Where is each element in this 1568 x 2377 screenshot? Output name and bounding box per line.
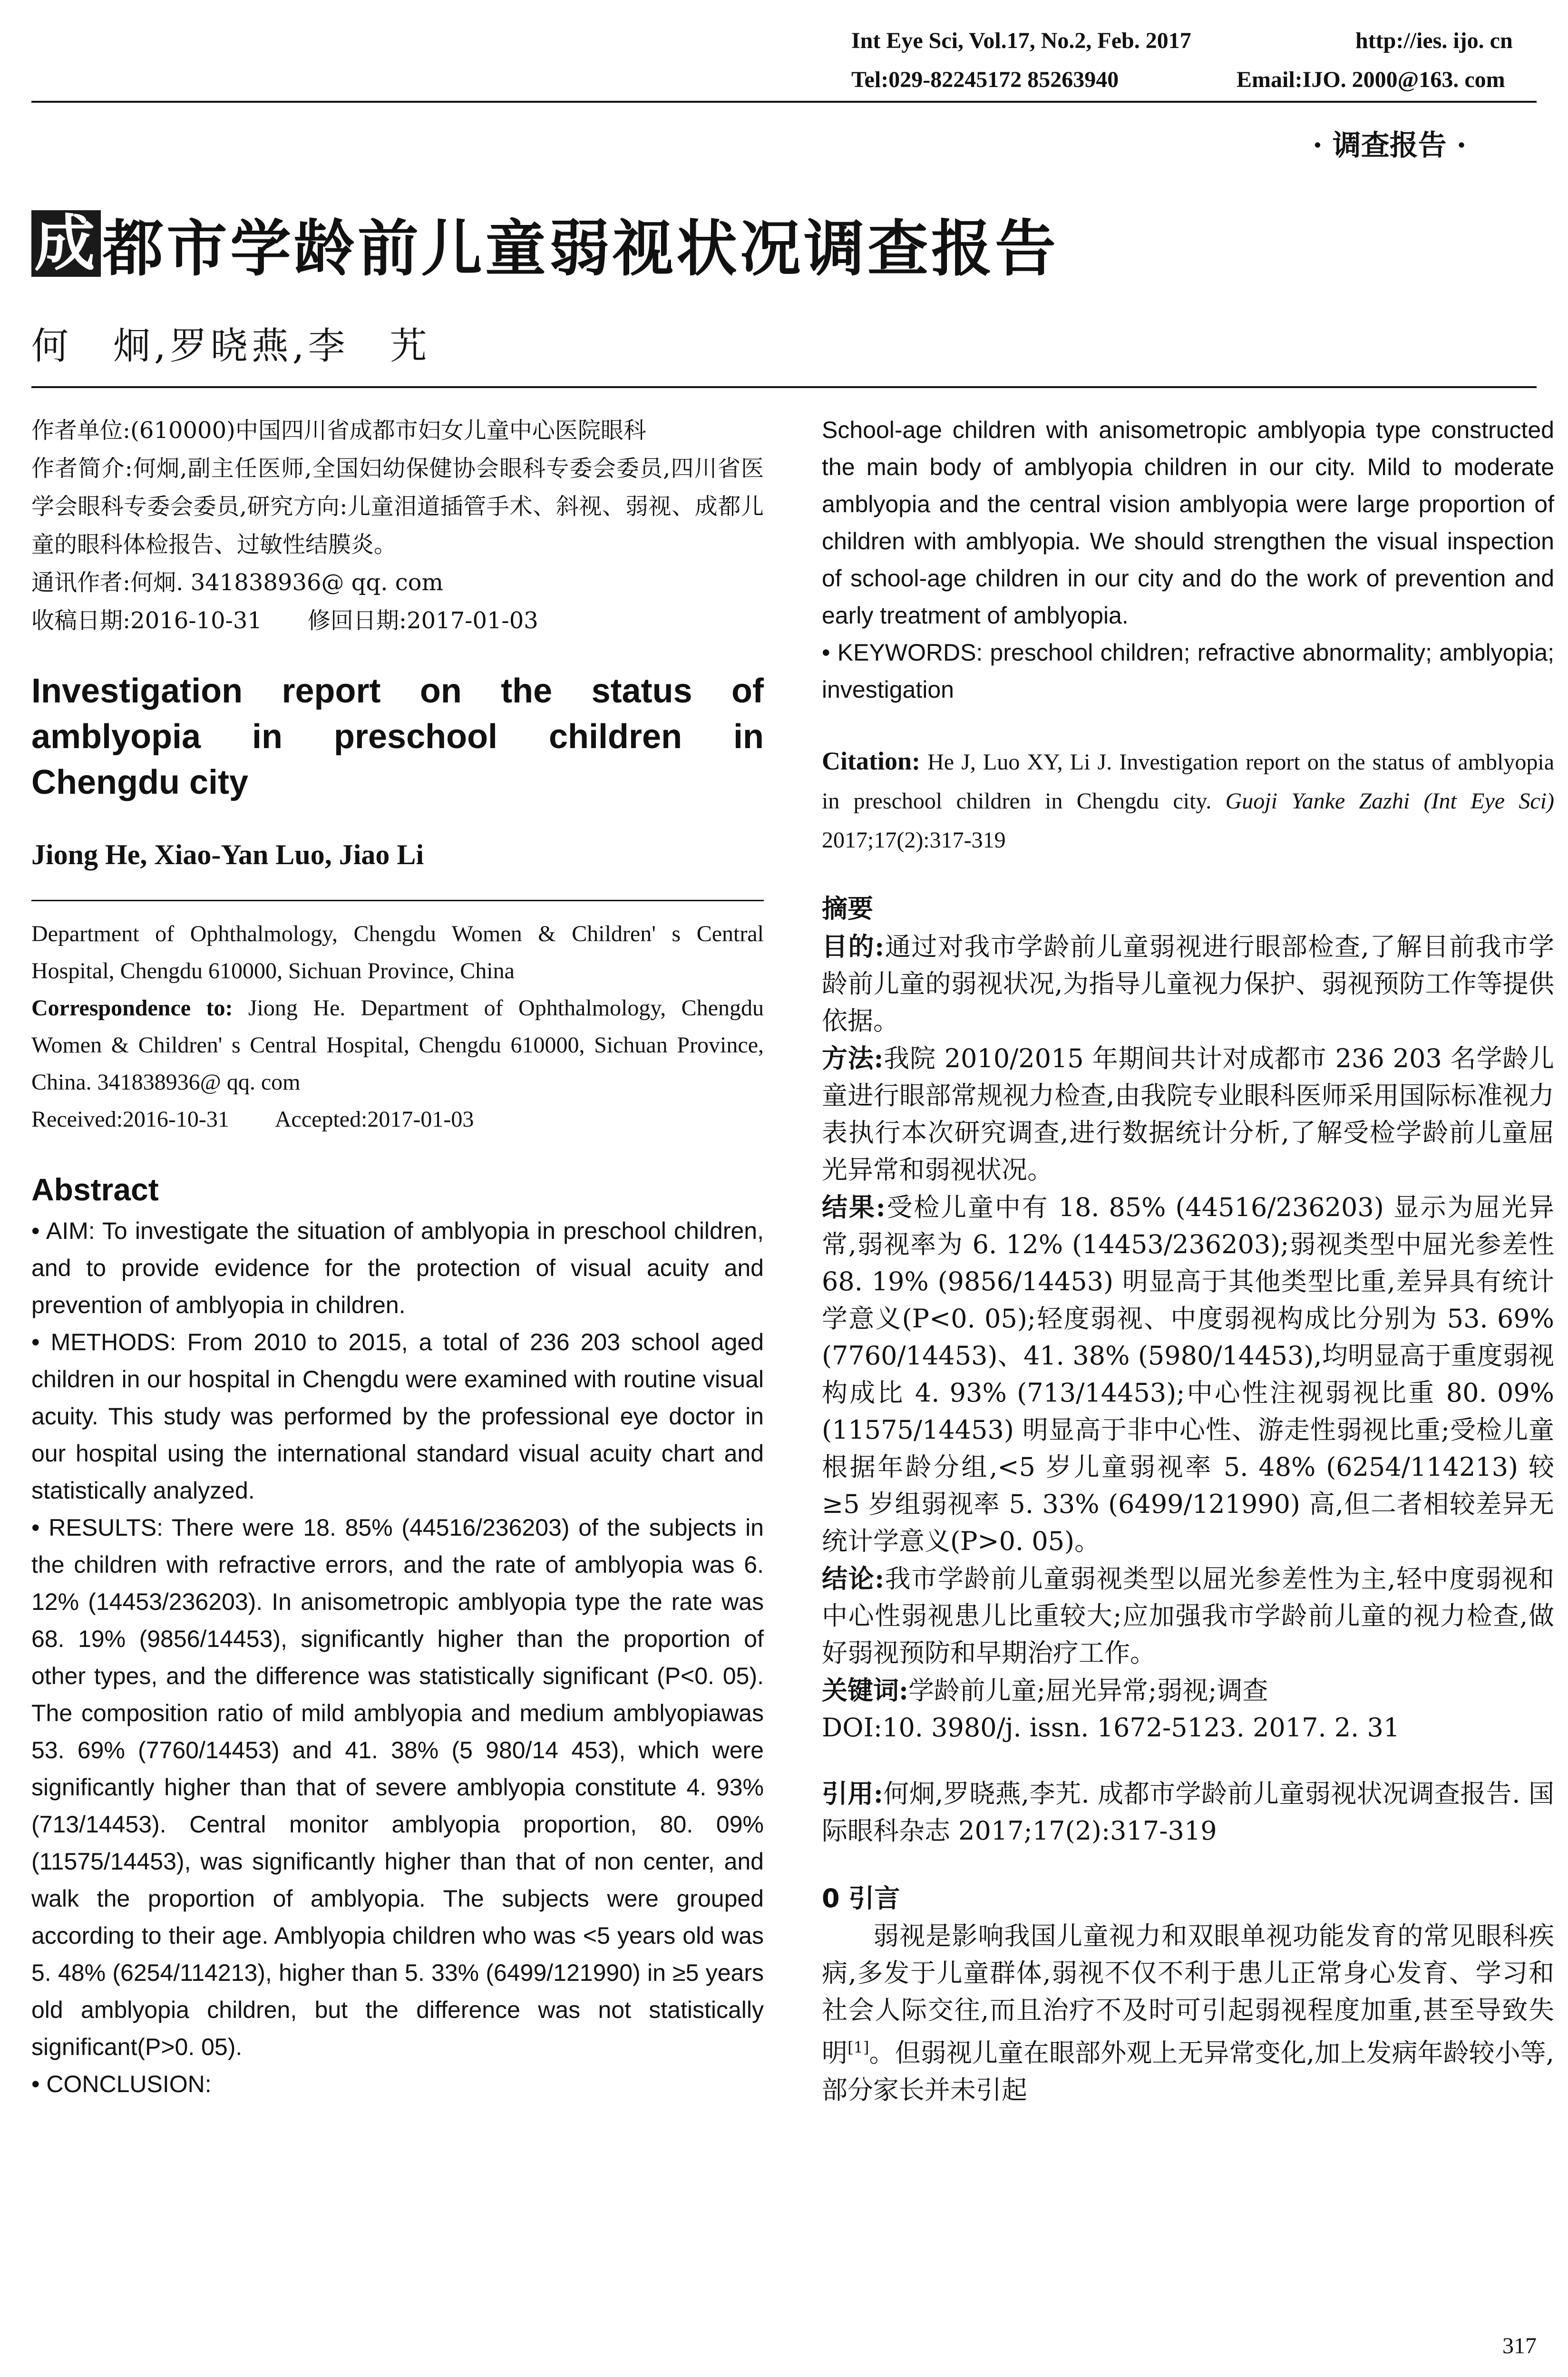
affil-dates: Received:2016-10-31 Accepted:2017-01-03 — [31, 1107, 474, 1132]
abstract-cn-methods — [822, 1040, 1554, 1188]
title-rule — [31, 386, 1537, 388]
title-en — [31, 668, 764, 805]
affil-rule — [31, 900, 764, 901]
abstract-conclusion-start — [31, 2065, 764, 2103]
title-en-line-1: Investigation report on the status of — [31, 672, 764, 710]
methods-label: • METHODS: — [31, 1329, 176, 1355]
author-bio: 作者简介:何炯,副主任医师,全国妇幼保健协会眼科专委会委员,四川省医学会眼科专委会委员,研究方向:儿童泪道插管手术、斜视、弱视、成都儿童的眼科体检报告、过敏性结膜炎。 — [31, 455, 764, 558]
authors-cn: 何 炯,罗晓燕,李 艽 — [31, 325, 431, 368]
methods-cn-text: 我院 2010/2015 年期间共计对成都市 236 203 名学龄儿童进行眼部常规视力检查,由我院专业眼科医师采用国际标准视力表执行本次研究调查,进行数据统计分析,了解受检学龄前儿童屈光异常和弱视状况。 — [822, 1043, 1554, 1185]
correspondence-label: Correspondence to: — [31, 995, 233, 1021]
affiliation-en — [31, 906, 764, 1138]
journal-url: http://ies. ijo. cn — [1355, 28, 1513, 53]
abstract-cn-conclusion — [822, 1560, 1554, 1672]
conclusion-cn-text: 我市学龄前儿童弱视类型以屈光参差性为主,轻中度弱视和中心性弱视患儿比重较大;应加强我市学龄前儿童的视力检查,做好弱视预防和早期治疗工作。 — [822, 1564, 1554, 1668]
abstract-keywords — [822, 634, 1554, 708]
keywords-cn-label: 关键词: — [822, 1675, 908, 1705]
title-en-line-3: Chengdu city — [31, 763, 249, 801]
corresponding-author-cn: 通讯作者:何炯. 341838936@ qq. com — [31, 569, 444, 596]
methods-text: From 2010 to 2015, a total of 236 203 school aged children in our hospital in Chengdu were examined with routine visual acuity. This study was performed by the professional eye doctor in our hospital using the international standard visual acuity chart and statistically analyzed. — [31, 1329, 764, 1504]
citation-cn-label: 引用: — [822, 1778, 883, 1809]
abstract-methods — [31, 1324, 764, 1509]
page-number: 317 — [1502, 2333, 1537, 2358]
right-column — [822, 411, 1554, 2109]
citation-cn-text: 何炯,罗晓燕,李艽. 成都市学龄前儿童弱视状况调查报告. 国际眼科杂志 2017;17(2):317-319 — [822, 1779, 1554, 1846]
citation-en — [822, 741, 1554, 860]
keywords-label: • KEYWORDS: — [822, 639, 983, 666]
citation-label: Citation: — [822, 747, 920, 775]
affil-dept: Department of Ophthalmology, Chengdu Women & Children' s Central Hospital, Chengdu 610000, Sichuan Province, China — [31, 921, 764, 984]
doi: DOI:10. 3980/j. issn. 1672-5123. 2017. 2. 31 — [822, 1713, 1400, 1743]
affil-correspondence — [31, 990, 764, 1101]
citation-journal: Guoji Yanke Zazhi (Int Eye Sci) — [1225, 789, 1554, 814]
aim-cn-label: 目的: — [822, 931, 885, 962]
abstract-results — [31, 1509, 764, 2065]
conclusion-label: • CONCLUSION: — [31, 2071, 212, 2097]
intro-ref: [1] — [847, 2038, 869, 2056]
aim-label: • AIM: — [31, 1218, 95, 1244]
conclusion-cn-label: 结论: — [822, 1563, 885, 1594]
abstract-cn-aim — [822, 928, 1554, 1040]
citation-cn — [822, 1775, 1554, 1850]
journal-citation-header: Int Eye Sci, Vol.17, No.2, Feb. 2017 — [851, 28, 1191, 53]
intro-heading: 0 引言 — [822, 1883, 900, 1913]
header-rule — [31, 101, 1537, 103]
abstract-cn-heading: 摘要 — [822, 894, 873, 924]
results-cn-label: 结果: — [822, 1192, 886, 1222]
keywords-text: preschool children; refractive abnormality; amblyopia; investigation — [822, 639, 1554, 703]
results-label: • RESULTS: — [31, 1514, 164, 1541]
methods-cn-label: 方法: — [822, 1043, 884, 1073]
authors-en: Jiong He, Xiao-Yan Luo, Jiao Li — [31, 839, 424, 870]
page-title-cn — [31, 200, 1059, 287]
intro-paragraph — [822, 1918, 1554, 2109]
results-text: There were 18. 85% (44516/236203) of the subjects in the children with refractive errors, and the rate of amblyopia was 6. 12% (14453/236203). In anisometropic amblyopia type the rate was 68. 19% (9856/14453), significantly higher than the proportion of other types, and the difference was statistically significant (P<0. 05). The composition ratio of mild amblyopia and medium amblyopiawas 53. 69% (7760/14453) and 41. 38% (5 980/14 453), which were significantly higher than that of severe amblyopia constitute 4. 93% (713/14453). Central monitor amblyopia proportion, 80. 09% (11575/14453), was significantly higher than that of non center, and walk the proportion of amblyopia. The subjects were grouped according to their age. Amblyopia children who was <5 years old was 5. 48% (6254/114213), higher than 5. 33% (6499/121990) in ≥5 years old amblyopia children, but the difference was not statistically significant(P>0. 05). — [31, 1514, 764, 2060]
citation-text: He J, Luo XY, Li J. Investigation report on the status of amblyopia in preschool children in Chengdu city. — [822, 750, 1554, 814]
author-unit: 作者单位:(610000)中国四川省成都市妇女儿童中心医院眼科 — [31, 417, 646, 444]
results-cn-text: 受检儿童中有 18. 85% (44516/236203) 显示为屈光异常,弱视率为 6. 12% (14453/236203);弱视类型中屈光参差性 68. 19% (9856/14453) 明显高于其他类型比重,差异具有统计学意义(P<0. 05);轻度弱视、中度弱视构成比分别为 53. 69% (7760/14453)、41. 38% (5980/14453),均明显高于重度弱视构成比 4. 93% (713/14453);中心性注视弱视比重 80. 09% (11575/14453) 明显高于非中心性、游走性弱视比重;受检儿童根据年龄分组,<5 岁儿童弱视率 5. 48% (6254/114213) 较 ≥5 岁组弱视率 5. 33% (6499/121990) 高,但二者相较差异无统计学意义(P>0. 05)。 — [822, 1192, 1555, 1556]
journal-email: Email:IJO. 2000@163. com — [1237, 67, 1505, 92]
aim-cn-text: 通过对我市学龄前儿童弱视进行眼部检查,了解目前我市学龄前儿童的弱视状况,为指导儿童视力保护、弱视预防工作等提供依据。 — [822, 932, 1554, 1036]
aim-text: To investigate the situation of amblyopia in preschool children, and to provide evidence for the protection of visual acuity and prevention of amblyopia in children. — [31, 1218, 764, 1318]
intro-text-2: 。但弱视儿童在眼部外观上无异常变化,加上发病年龄较小等,部分家长并未引起 — [822, 2038, 1555, 2105]
citation-tail: 2017;17(2):317-319 — [822, 828, 1006, 853]
title-first-char: 成 — [31, 210, 101, 277]
intro-text: 弱视是影响我国儿童视力和双眼单视功能发育的常见眼科疾病,多发于儿童群体,弱视不仅不利于患儿正常身心发育、学习和社会人际交往,而且治疗不及时可引起弱视程度加重,甚至导致失明 — [822, 1921, 1554, 2068]
title-rest: 都市学龄前儿童弱视状况调查报告 — [103, 213, 1059, 284]
abstract-cn-keywords — [822, 1672, 1554, 1709]
title-en-line-2: amblyopia in preschool children in — [31, 718, 764, 756]
correspondence-text: Jiong He. Department of Ophthalmology, Chengdu Women & Children' s Central Hospital, Chengdu 610000, Sichuan Province, China. 341838936@ qq. com — [31, 995, 764, 1095]
dates-cn: 收稿日期:2016-10-31 修回日期:2017-01-03 — [31, 607, 538, 634]
abstract-aim — [31, 1212, 764, 1324]
abstract-heading: Abstract — [31, 1172, 159, 1207]
abstract-cn-results — [822, 1188, 1554, 1560]
left-column — [31, 411, 764, 2103]
section-tag: · 调查报告 · — [1313, 129, 1467, 162]
abstract-conclusion: School-age children with anisometropic amblyopia type constructed the main body of amblyopia children in our city. Mild to moderate amblyopia and the central vision amblyopia were large proportion of children with amblyopia. We should strengthen the visual inspection of school-age children in our city and do the work of prevention and early treatment of amblyopia. — [822, 417, 1554, 629]
keywords-cn-text: 学龄前儿童;屈光异常;弱视;调查 — [908, 1676, 1268, 1705]
journal-tel: Tel:029-82245172 85263940 — [851, 67, 1119, 92]
